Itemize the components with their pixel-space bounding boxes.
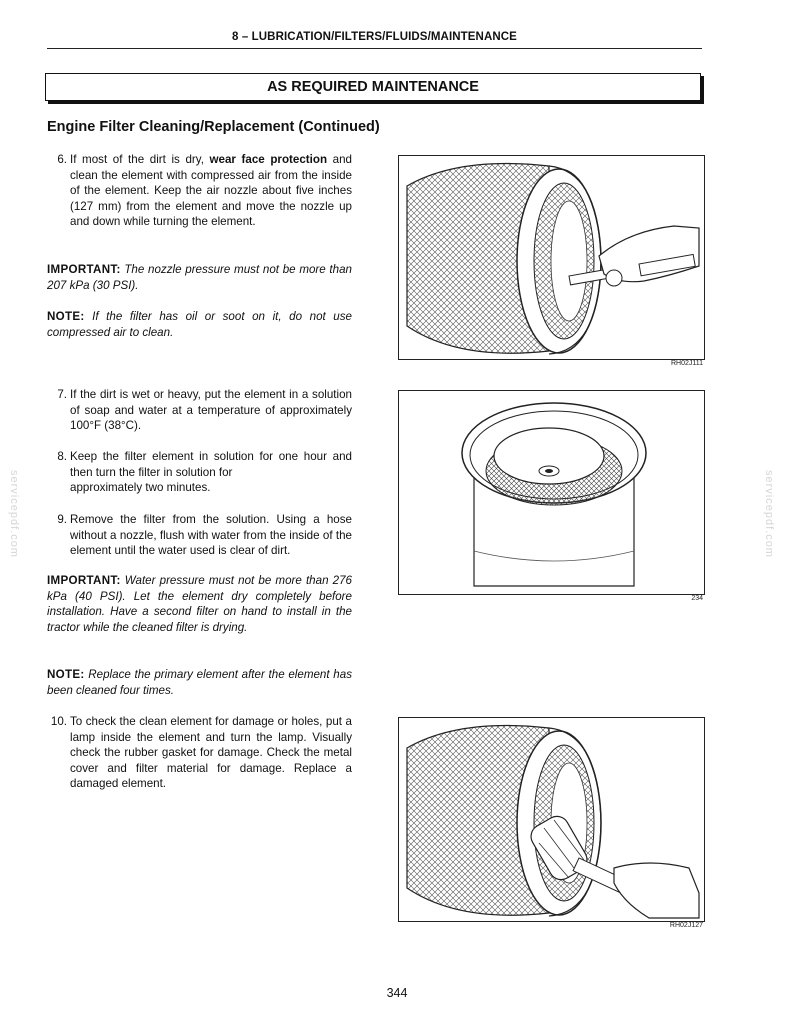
watermark-right: servicepdf.com (763, 470, 775, 558)
bold-warning: wear face protection (209, 153, 328, 166)
step-number: 8. (57, 450, 67, 463)
section-banner (45, 73, 701, 101)
figure-label: RH02J127 (669, 922, 703, 929)
section-title: Engine Filter Cleaning/Replacement (Continued) (47, 119, 380, 135)
note-1: NOTE: If the filter has oil or soot on it, do not use compressed air to clean. (47, 310, 352, 339)
figure-air-cleaning (398, 155, 705, 360)
watermark-left: servicepdf.com (8, 470, 20, 558)
figure-label: RH02J111 (670, 360, 703, 367)
important-note-2: IMPORTANT: Water pressure must not be more than 276 kPa (40 PSI). Let the element dry completely before installation. Have a second filter on hand to install in the tractor while the cleaned filter is drying. (47, 574, 352, 634)
figure-soaking (398, 390, 705, 595)
step-number: 6. (57, 153, 67, 166)
step-7: 7. If the dirt is wet or heavy, put the element in a solution of soap and water at a temperature of approximately 100°F (38°C). (47, 387, 352, 434)
step-9: 9. Remove the filter from the solution. Using a hose without a nozzle, flush with water from the inside of the element until the water used is clear of dirt. (47, 512, 352, 559)
important-note-1: IMPORTANT: The nozzle pressure must not be more than 207 kPa (30 PSI). (47, 263, 352, 292)
header-rule (47, 48, 702, 49)
page-number: 344 (386, 986, 408, 1000)
running-header: 8 – LUBRICATION/FILTERS/FLUIDS/MAINTENANCE (232, 31, 517, 43)
step-number: 9. (57, 513, 67, 526)
step-10: 10. To check the clean element for damage or holes, put a lamp inside the element and turn the lamp. Visually check the rubber gasket for damage. Check the metal cover and filter material for damage. Replace a damaged element. (47, 714, 352, 792)
figure-lamp-inspection (398, 717, 705, 922)
banner-title: AS REQUIRED MAINTENANCE (267, 79, 479, 95)
figure-label: 234 (691, 595, 703, 602)
air-cleaning-illustration (399, 156, 704, 359)
lamp-inspection-illustration (399, 718, 704, 921)
step-6: 6. If most of the dirt is dry, wear face protection and clean the element with compressed air from the inside of the element. Keep the air nozzle about five inches (127 mm) from the element and move the nozzle up and down while turning the element. (47, 152, 352, 230)
note-2: NOTE: Replace the primary element after the element has been cleaned four times. (47, 668, 352, 697)
step-8: 8. Keep the filter element in solution for one hour and then turn the filter in solution for approximately two minutes. (47, 449, 352, 496)
step-number: 10. (50, 715, 67, 728)
soaking-illustration (399, 391, 704, 594)
step-number: 7. (57, 388, 67, 401)
